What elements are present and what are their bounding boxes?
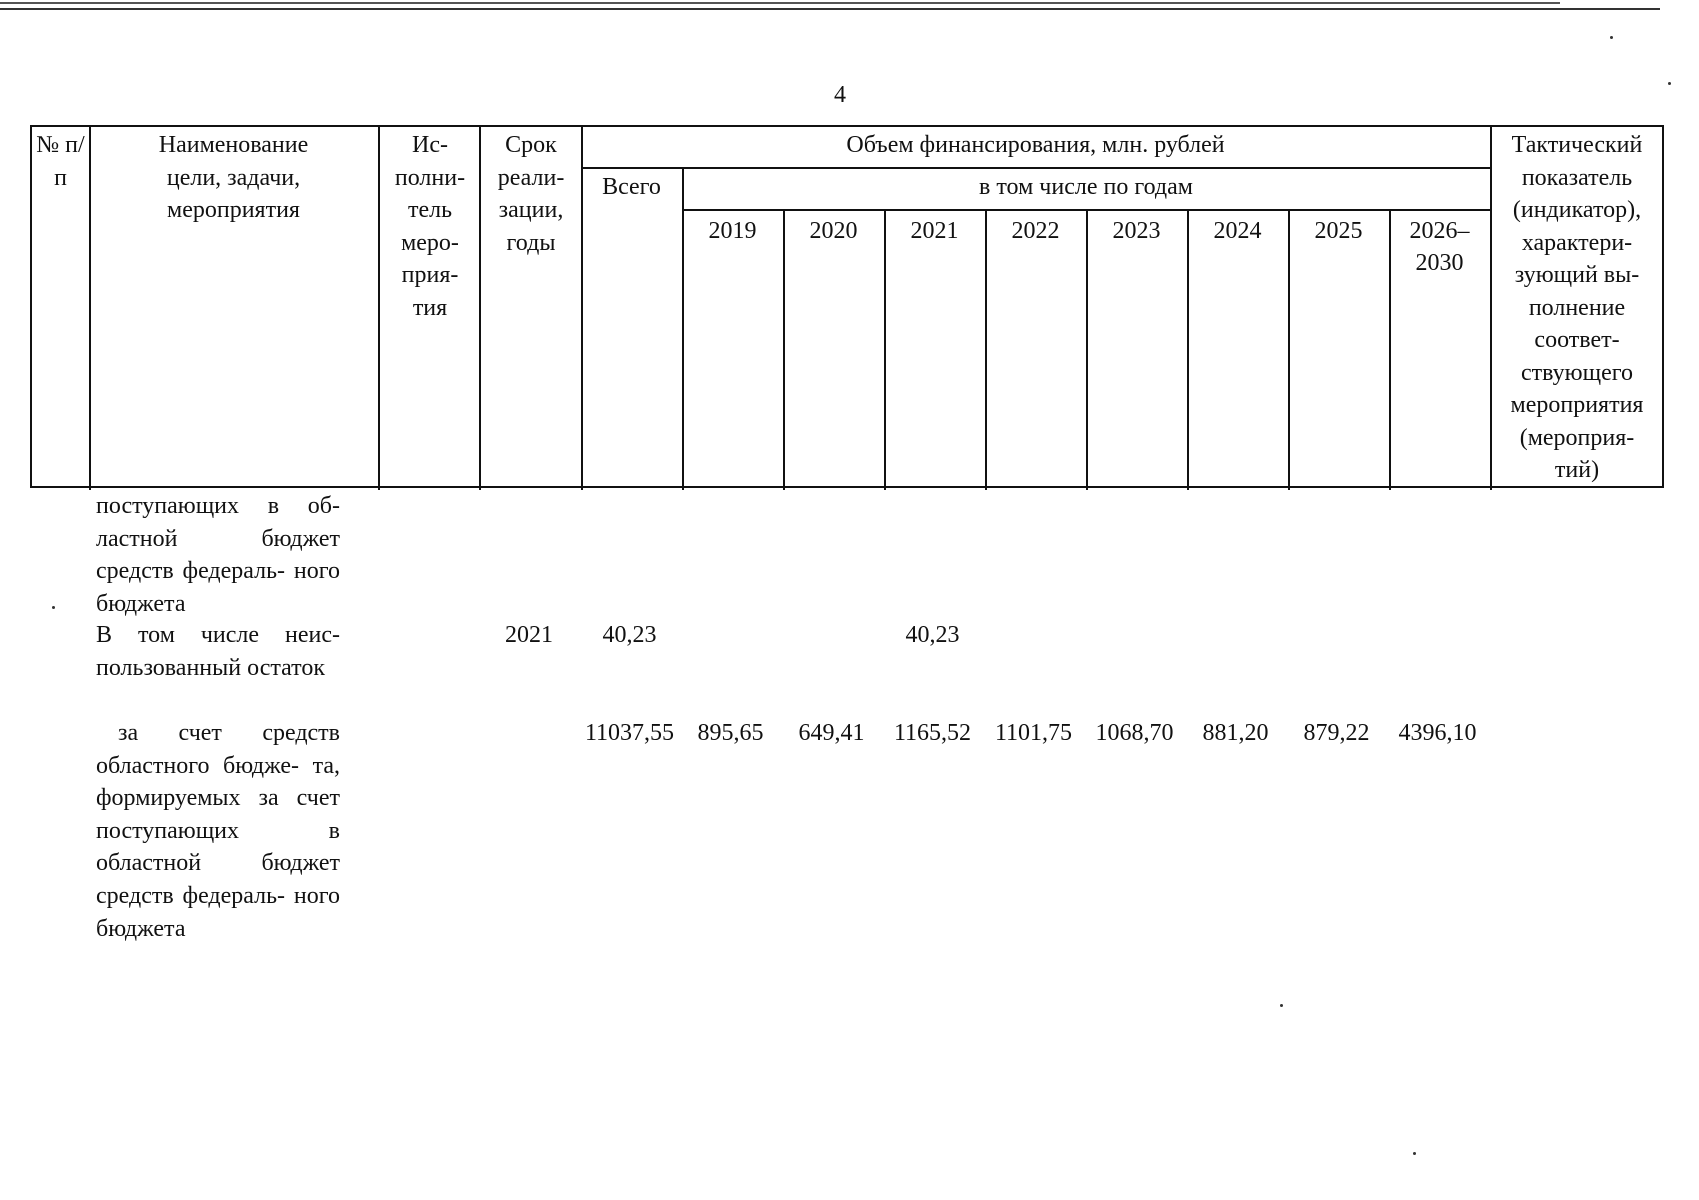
row-value: 1068,70: [1095, 720, 1174, 746]
row-name: поступающих в об- ластной бюджет средств федераль- ного бюджета: [96, 493, 340, 617]
row-value: 649,41: [798, 720, 865, 746]
scan-speck: [1610, 36, 1613, 39]
row-value: 1101,75: [994, 720, 1073, 746]
row-total: 11037,55: [584, 720, 675, 746]
row-value: 4396,10: [1398, 720, 1477, 746]
header-term: Срок реали- зации, годы: [497, 132, 565, 256]
row-name: за счет средств областного бюдже- та, формируемых за счет поступающих в областной бюджет средств федераль- ного бюджета: [96, 720, 340, 942]
header-executor: Ис- полни- тель меро- прия- тия: [394, 132, 466, 321]
header-year: 2020: [809, 218, 858, 244]
table-header: [30, 125, 1664, 488]
header-year: 2022: [1011, 218, 1060, 244]
header-name: Наименование цели, задачи, мероприятия: [158, 132, 309, 223]
header-year: 2021: [910, 218, 959, 244]
row-value: 881,20: [1202, 720, 1269, 746]
row-name: В том числе неис- пользованный остаток: [96, 622, 340, 681]
header-funding: Объем финансирования, млн. рублей: [846, 132, 1225, 158]
header-by-years: в том числе по годам: [979, 174, 1193, 200]
row-term: 2021: [505, 622, 553, 648]
page-number: 4: [834, 82, 846, 108]
header-total: Всего: [602, 174, 661, 200]
scan-speck: [1668, 82, 1671, 85]
row-value: 879,22: [1303, 720, 1370, 746]
scan-speck: [1413, 1152, 1416, 1155]
row-total: 40,23: [602, 622, 657, 648]
row-value: 895,65: [697, 720, 764, 746]
header-year: 2023: [1112, 218, 1161, 244]
scan-speck: [52, 606, 55, 609]
header-year: 2025: [1314, 218, 1363, 244]
header-year: 2024: [1213, 218, 1262, 244]
header-year: 2019: [708, 218, 757, 244]
row-value: 1165,52: [893, 720, 972, 746]
header-year: 2026– 2030: [1409, 218, 1470, 276]
top-rule: [0, 2, 1699, 12]
row-value: 40,23: [905, 622, 960, 648]
header-no: № п/п: [36, 132, 85, 191]
scan-speck: [1280, 1004, 1283, 1007]
header-indicator: Тактический показатель (индикатор), характери- зующий вы- полнение соответ- ствующего мероприятия (мероприя- тий): [1510, 132, 1644, 483]
